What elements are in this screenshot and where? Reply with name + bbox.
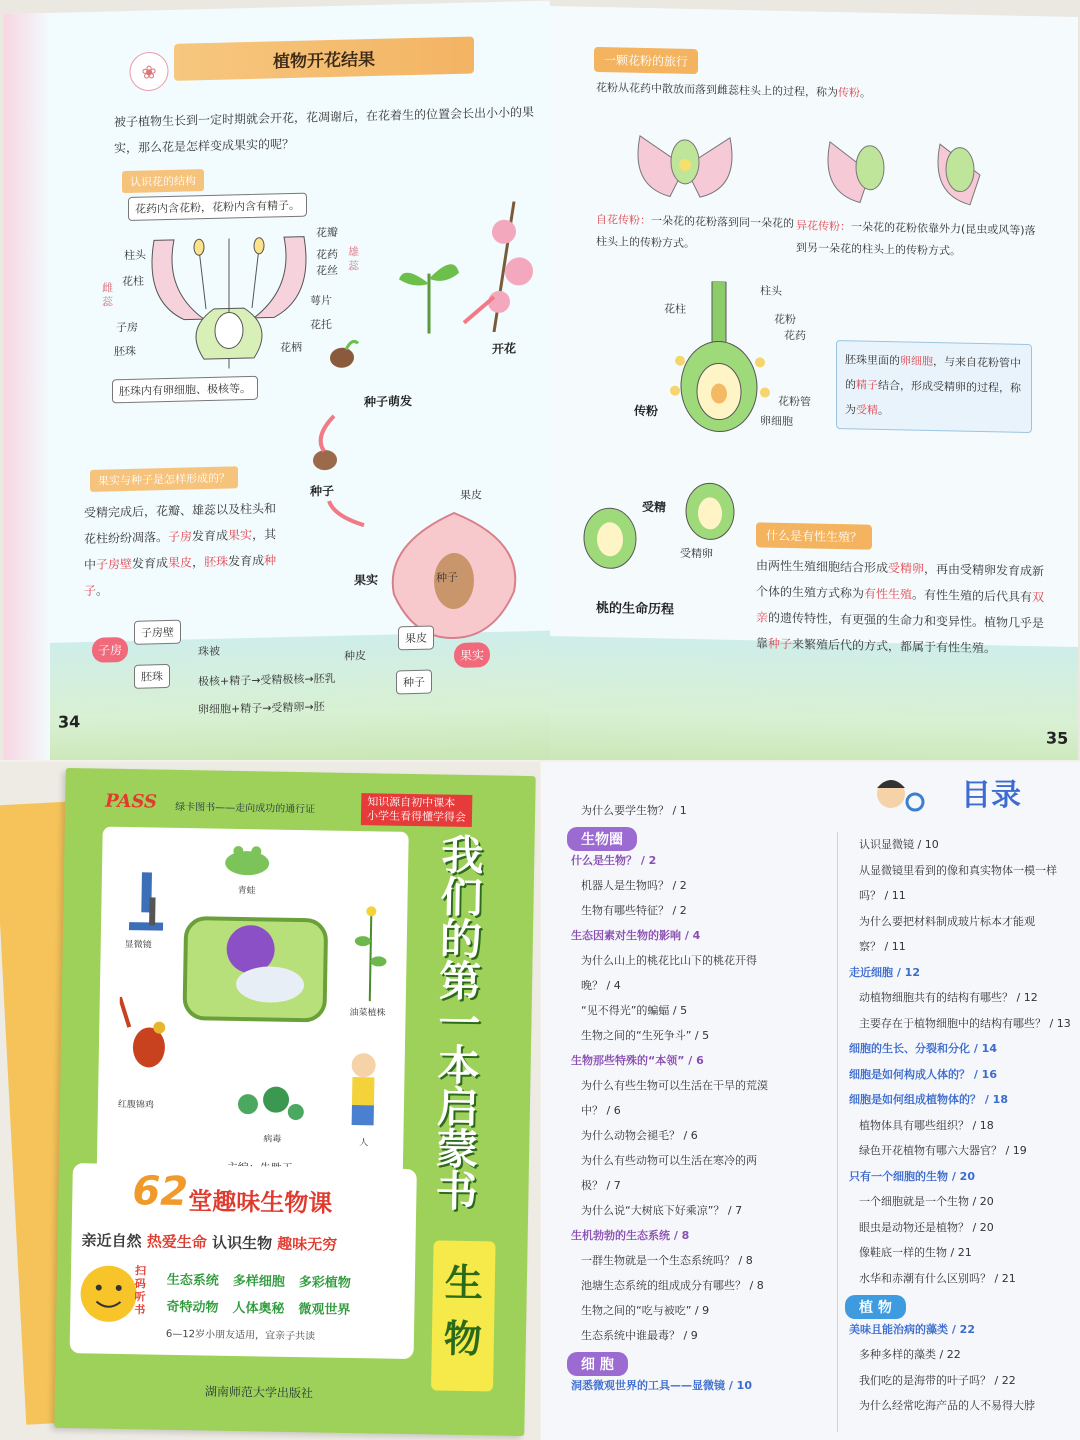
page-title: 植物开花结果 bbox=[174, 37, 474, 81]
toc-right-column bbox=[841, 832, 1079, 1419]
label-pedicel: 花柄 bbox=[280, 340, 302, 355]
toc-entry[interactable]: 眼虫是动物还是植物？ / 20 bbox=[859, 1220, 994, 1234]
toc-entry[interactable]: 生物有哪些特征？ / 2 bbox=[581, 904, 687, 917]
toc-entry[interactable]: 细胞是如何组成植物体的？ / 18 bbox=[849, 1093, 1008, 1106]
cross-pollination-illustration bbox=[820, 122, 1010, 216]
toc-entry[interactable]: 主要存在于植物细胞中的结构有哪些？ / 13 bbox=[859, 1016, 1071, 1030]
toc-entry[interactable]: 为什么有些动物可以生活在寒冷的两 bbox=[581, 1154, 757, 1167]
tree-fruit: 果实 bbox=[454, 642, 490, 668]
label-style-r: 花柱 bbox=[664, 302, 686, 316]
toc-entry[interactable]: “见不得光”的蝙蝠 / 5 bbox=[581, 1004, 688, 1017]
label-zygote: 受精卵 bbox=[680, 546, 713, 561]
svg-text:❀: ❀ bbox=[141, 62, 157, 84]
label-stigma-r: 柱头 bbox=[760, 284, 782, 298]
brand-logo: PASS bbox=[105, 790, 158, 813]
kid-magnifier-icon bbox=[871, 772, 931, 822]
toc-entry[interactable]: 为什么要学生物？ / 1 bbox=[581, 804, 687, 817]
toc-entry[interactable]: 细胞是如何构成人体的？ / 16 bbox=[849, 1067, 997, 1081]
book-cover-photo bbox=[0, 762, 540, 1440]
lifecycle-title: 桃的生命历程 bbox=[596, 600, 675, 618]
series-text: 绿卡图书——走向成功的通行证 bbox=[175, 801, 316, 816]
toc-entry[interactable]: 一群生物就是一个生态系统吗？ / 8 bbox=[581, 1254, 753, 1267]
badge: 知识源自初中课本 小学生看得懂学得会 bbox=[361, 793, 473, 827]
fertilized-ovary-1 bbox=[680, 479, 740, 544]
vertical-title: 我 们 的 第 一 本 启 蒙 书 bbox=[435, 830, 484, 1217]
pheasant-icon bbox=[118, 997, 180, 1088]
toc-entry[interactable]: 从显微镜里看到的像和真实物体一模一样 bbox=[859, 863, 1057, 877]
microscope-icon bbox=[121, 867, 172, 938]
label-anther: 花药 bbox=[316, 247, 338, 262]
table-of-contents-page bbox=[541, 762, 1080, 1440]
frog-icon bbox=[212, 839, 283, 880]
caption-frog: 青蛙 bbox=[237, 885, 256, 897]
toc-entry[interactable]: 细胞的生长、分裂和分化 / 14 bbox=[849, 1042, 997, 1055]
toc-entry[interactable]: 像鞋底一样的生物 / 21 bbox=[859, 1246, 972, 1259]
label-sepal: 萼片 bbox=[310, 293, 332, 308]
left-page bbox=[4, 1, 550, 760]
title-icon bbox=[124, 50, 174, 97]
toc-entry[interactable]: 生物之间的“生死争斗” / 5 bbox=[581, 1029, 710, 1042]
plant-icon bbox=[350, 901, 392, 1002]
tag-fruit-formation: 果实与种子是怎样形成的？ bbox=[90, 466, 238, 492]
label-petal: 花瓣 bbox=[316, 225, 338, 240]
label-pollen-tube: 花粉管 bbox=[778, 394, 811, 409]
stage-fruit: 果实 bbox=[354, 572, 379, 588]
toc-entry[interactable]: 生态因素对生物的影响 / 4 bbox=[571, 929, 701, 942]
blossom-border bbox=[4, 13, 50, 760]
tree-seed: 种子 bbox=[396, 670, 432, 695]
headline-number: 62 bbox=[132, 1168, 189, 1216]
toc-entry[interactable]: 机器人是生物吗？ / 2 bbox=[581, 879, 687, 892]
virus-icon bbox=[228, 1079, 309, 1130]
tag-flower-structure: 认识花的结构 bbox=[122, 169, 204, 193]
label-ovary: 子房 bbox=[116, 320, 138, 335]
toc-entry[interactable]: 为什么有些生物可以生活在干旱的荒漠 bbox=[581, 1079, 768, 1092]
tag-pollen-journey: 一颗花粉的旅行 bbox=[594, 47, 698, 74]
pollination-text: 花粉从花药中散放而落到雌蕊柱头上的过程，称为传粉。 bbox=[596, 80, 871, 100]
plant-cell-icon bbox=[179, 908, 331, 1031]
tree-seedcoat: 种皮 bbox=[344, 649, 366, 663]
toc-entry[interactable]: 察？ / 11 bbox=[859, 940, 906, 953]
book-cover bbox=[54, 768, 535, 1436]
slogan: 亲近自然 热爱生命 认识生物 趣味无穷 bbox=[81, 1231, 338, 1254]
stage-pollination: 传粉 bbox=[634, 403, 659, 419]
publisher: 湖南师范大学出版社 bbox=[204, 1384, 314, 1401]
toc-entry[interactable]: 美味且能治病的藻类 / 22 bbox=[849, 1322, 975, 1336]
toc-entry[interactable]: 为什么动物会褪毛？ / 6 bbox=[581, 1129, 698, 1142]
label-egg-cell: 卵细胞 bbox=[760, 414, 793, 429]
right-page bbox=[550, 6, 1078, 760]
fruit-formation-text: 受精完成后，花瓣、雄蕊以及柱头和花柱纷纷凋落。子房发育成果实，其中子房壁发育成果皮，胚珠发育成种子。 bbox=[84, 501, 277, 599]
tree-pericarp: 果皮 bbox=[398, 625, 434, 650]
stage-germination: 种子萌发 bbox=[364, 394, 413, 410]
fertilization-box: 胚珠里面的卵细胞，与来自花粉管中的精子结合，形成受精卵的过程，称为受精。 bbox=[836, 340, 1032, 433]
toc-entry[interactable]: 一个细胞就是一个生物 / 20 bbox=[859, 1195, 994, 1208]
tree-ovule: 胚珠 bbox=[134, 664, 170, 689]
stage-flowering: 开花 bbox=[492, 341, 517, 357]
toc-entry[interactable]: 为什么说“大树底下好乘凉”？ / 7 bbox=[581, 1204, 743, 1217]
toc-entry[interactable]: 池塘生态系统的组成成分有哪些？ / 8 bbox=[581, 1279, 764, 1292]
subject-tag: 生 物 bbox=[431, 1240, 496, 1391]
label-anther-r: 花药 bbox=[784, 328, 806, 343]
label-filament: 花丝 bbox=[316, 263, 338, 278]
page-number-left: 34 bbox=[58, 712, 81, 732]
self-pollination-text: 自花传粉：一朵花的花粉落到同一朵花的柱头上的传粉方式。 bbox=[596, 212, 794, 251]
intro-text: 被子植物生长到一定时期就会开花，花凋谢后，在花着生的位置会长出小小的果实，那么花是怎样变成果实的呢？ bbox=[114, 105, 535, 156]
label-pistil: 雌蕊 bbox=[102, 281, 113, 309]
label-receptacle: 花托 bbox=[310, 317, 332, 332]
kid-icon bbox=[338, 1051, 389, 1132]
self-pollination-illustration bbox=[630, 106, 740, 208]
toc-entry[interactable]: 晚？ / 4 bbox=[581, 979, 621, 992]
label-style: 花柱 bbox=[122, 274, 144, 289]
cover-illustration-panel bbox=[97, 827, 409, 1182]
sexual-reproduction-text: 由两性生殖细胞结合形成受精卵，再由受精卵发育成新个体的生殖方式称为有性生殖。有性生殖的后代具有双亲的遗传特性，有更强的生命力和变异性。植物几乎是靠种子来繁殖后代的方式，都属于有性生殖。 bbox=[756, 558, 1045, 656]
toc-entry[interactable]: 认识显微镜 / 10 bbox=[859, 838, 939, 851]
toc-entry[interactable]: 走近细胞 / 12 bbox=[849, 965, 920, 979]
caption-virus: 病毒 bbox=[263, 1134, 282, 1145]
toc-section-heading[interactable]: 生物圈 bbox=[567, 827, 637, 851]
tree-line-egg: 卵细胞+精子→受精卵→胚 bbox=[198, 700, 325, 717]
cover-info-panel bbox=[70, 1163, 417, 1359]
toc-entry[interactable]: 为什么要把材料制成玻片标本才能观 bbox=[859, 914, 1035, 928]
headline-text: 堂趣味生物课 bbox=[188, 1187, 333, 1218]
toc-left-column bbox=[563, 798, 833, 1398]
stage-seed: 种子 bbox=[310, 483, 335, 499]
caption-person: 人 bbox=[359, 1138, 369, 1149]
toc-entry[interactable]: 生物那些特殊的“本领” / 6 bbox=[571, 1054, 704, 1067]
cross-pollination-text: 异花传粉：一朵花的花粉依靠外力(昆虫或风等)落到另一朵花的柱头上的传粉方式。 bbox=[796, 219, 1036, 258]
age-text: 6—12岁小朋友适用，宜亲子共读 bbox=[165, 1328, 316, 1343]
toc-entry[interactable]: 为什么山上的桃花比山下的桃花开得 bbox=[581, 954, 757, 967]
label-stigma: 柱头 bbox=[124, 248, 146, 263]
label-ovule: 胚珠 bbox=[114, 344, 136, 359]
label-pericarp: 果皮 bbox=[460, 488, 482, 502]
tree-ovary-wall: 子房壁 bbox=[134, 620, 181, 645]
label-stamen: 雄蕊 bbox=[348, 245, 359, 273]
toc-entry[interactable]: 生态系统中谁最毒？ / 9 bbox=[581, 1329, 698, 1342]
toc-section-heading[interactable]: 细 胞 bbox=[567, 1352, 628, 1376]
qr-audio-label[interactable]: 扫码听书 bbox=[134, 1264, 147, 1317]
toc-entry[interactable]: 绿色开花植物有哪六大器官？ / 19 bbox=[859, 1144, 1027, 1157]
label-pollen-r: 花粉 bbox=[774, 312, 796, 327]
toc-entry[interactable]: 中？ / 6 bbox=[581, 1104, 621, 1117]
toc-entry[interactable]: 洞悉微观世界的工具——显微镜 / 10 bbox=[571, 1379, 752, 1392]
tree-line-polar: 极核+精子→受精极核→胚乳 bbox=[198, 671, 336, 689]
toc-entry[interactable]: 只有一个细胞的生物 / 20 bbox=[849, 1169, 975, 1183]
note-pollen: 花药内含花粉，花粉内含有精子。 bbox=[128, 193, 307, 221]
toc-entry[interactable]: 为什么经常吃海产品的人不易得大脖 bbox=[859, 1399, 1035, 1412]
lifecycle-arrows bbox=[304, 281, 544, 587]
toc-entry[interactable]: 动植物细胞共有的结构有哪些？ / 12 bbox=[859, 991, 1038, 1004]
tree-integument: 珠被 bbox=[198, 644, 220, 659]
tree-ovary: 子房 bbox=[92, 637, 128, 663]
fertilized-ovary-2 bbox=[580, 503, 640, 574]
label-seed-in-fruit: 种子 bbox=[436, 570, 458, 585]
smiley-sun-icon bbox=[78, 1263, 139, 1324]
tag-sexual-reproduction: 什么是有性生殖？ bbox=[756, 522, 872, 549]
toc-entry[interactable]: 我们吃的是海带的叶子吗？ / 22 bbox=[859, 1373, 1016, 1387]
toc-entry[interactable]: 水华和赤潮有什么区别吗？ / 21 bbox=[859, 1271, 1016, 1285]
toc-entry[interactable]: 植物体具有哪些组织？ / 18 bbox=[859, 1118, 994, 1132]
caption-plant: 油菜植株 bbox=[349, 1007, 386, 1019]
topic-tags: 生态系统 多样细胞 多彩植物 奇特动物 人体奥秘 微观世界 bbox=[166, 1272, 351, 1318]
toc-entry[interactable]: 吗？ / 11 bbox=[859, 889, 906, 902]
toc-entry[interactable]: 什么是生物？ / 2 bbox=[571, 854, 657, 867]
caption-microscope: 显微镜 bbox=[124, 940, 152, 951]
page-number-right: 35 bbox=[1046, 728, 1069, 748]
toc-entry[interactable]: 极？ / 7 bbox=[581, 1179, 621, 1192]
toc-entry[interactable]: 生机勃勃的生态系统 / 8 bbox=[571, 1229, 690, 1242]
toc-entry[interactable]: 多种多样的藻类 / 22 bbox=[859, 1348, 961, 1361]
toc-heading: 目录 bbox=[961, 778, 1021, 813]
column-divider bbox=[837, 832, 838, 1432]
stage-fertilization: 受精 bbox=[642, 499, 667, 515]
caption-pheasant: 红腹锦鸡 bbox=[117, 1099, 155, 1111]
note-ovule: 胚珠内有卵细胞、极核等。 bbox=[112, 376, 258, 404]
toc-entry[interactable]: 生物之间的“吃与被吃” / 9 bbox=[581, 1304, 710, 1317]
toc-section-heading[interactable]: 植 物 bbox=[845, 1295, 906, 1319]
